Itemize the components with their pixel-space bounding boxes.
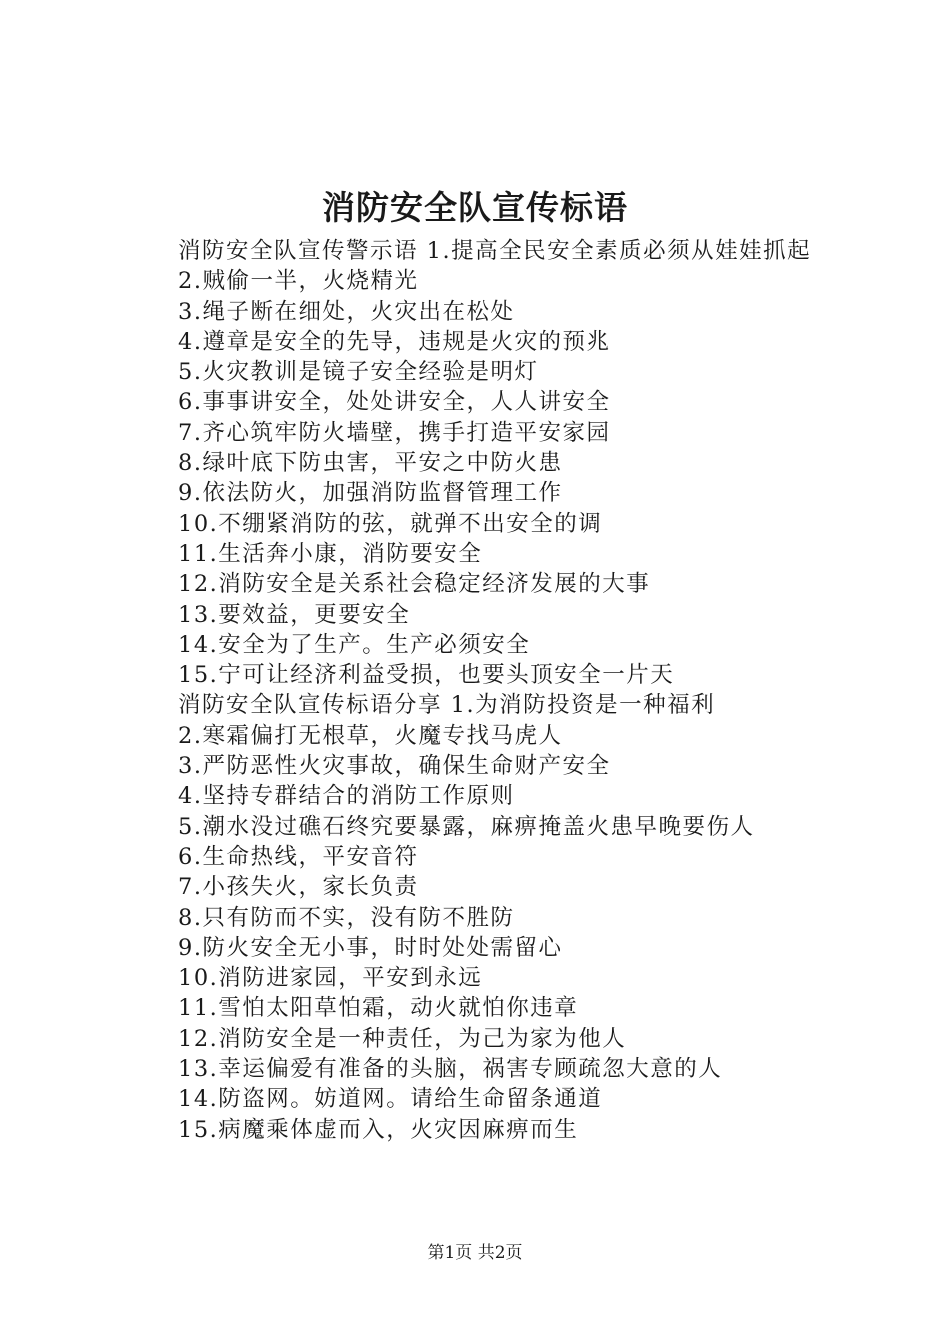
slogan-list [130,266,830,1145]
slogan-line: 9.防火安全无小事，时时处处需留心 [178,934,563,961]
slogan-line: 6.生命热线，平安音符 [178,843,419,870]
document-title: 消防安全队宣传标语 [322,188,628,227]
page-footer: 第1页 共2页 [427,1243,523,1263]
slogan-line: 7.小孩失火，家长负责 [178,874,419,901]
slogan-line: 12.消防安全是一种责任，为己为家为他人 [178,1025,627,1052]
slogan-line: 12.消防安全是关系社会稳定经济发展的大事 [178,571,651,598]
slogan-line: 8.只有防而不实，没有防不胜防 [178,904,515,931]
slogan-line: 9.依法防火，加强消防监督管理工作 [178,480,563,507]
slogan-line: 5.潮水没过礁石终究要暴露，麻痹掩盖火患早晚要伤人 [178,813,755,840]
slogan-line: 7.齐心筑牢防火墙壁，携手打造平安家园 [178,419,611,446]
slogan-line: 15.病魔乘体虚而入，火灾因麻痹而生 [178,1116,579,1143]
slogan-line: 4.坚持专群结合的消防工作原则 [178,783,515,810]
slogan-line: 11.雪怕太阳草怕霜，动火就怕你违章 [178,995,579,1022]
slogan-line: 10.不绷紧消防的弦，就弹不出安全的调 [178,510,603,537]
slogan-line: 13.幸运偏爱有准备的头脑，祸害专顾疏忽大意的人 [178,1056,723,1083]
slogan-line: 11.生活奔小康，消防要安全 [178,540,483,567]
slogan-line: 4.遵章是安全的先导，违规是火灾的预兆 [178,328,611,355]
slogan-line: 8.绿叶底下防虫害，平安之中防火患 [178,450,563,477]
intro-paragraph: 消防安全队宣传警示语 1.提高全民安全素质必须从娃娃抓起 [178,238,812,264]
document-body [130,236,830,1145]
slogan-line: 14.防盗网。妨道网。请给生命留条通道 [178,1086,603,1113]
slogan-line: 3.严防恶性火灾事故，确保生命财产安全 [178,753,611,780]
slogan-line: 10.消防进家园，平安到永远 [178,965,483,992]
slogan-line: 3.绳子断在细处，火灾出在松处 [178,298,515,325]
slogan-line: 2.贼偷一半，火烧精光 [178,268,419,295]
slogan-line: 13.要效益，更要安全 [178,601,411,628]
slogan-line: 2.寒霜偏打无根草，火魔专找马虎人 [178,722,563,749]
slogan-line: 6.事事讲安全，处处讲安全，人人讲安全 [178,389,611,416]
slogan-line: 消防安全队宣传标语分享 1.为消防投资是一种福利 [178,692,716,719]
slogan-line: 15.宁可让经济利益受损，也要头顶安全一片天 [178,662,675,689]
slogan-line: 14.安全为了生产。生产必须安全 [178,631,531,658]
slogan-line: 5.火灾教训是镜子安全经验是明灯 [178,359,539,386]
